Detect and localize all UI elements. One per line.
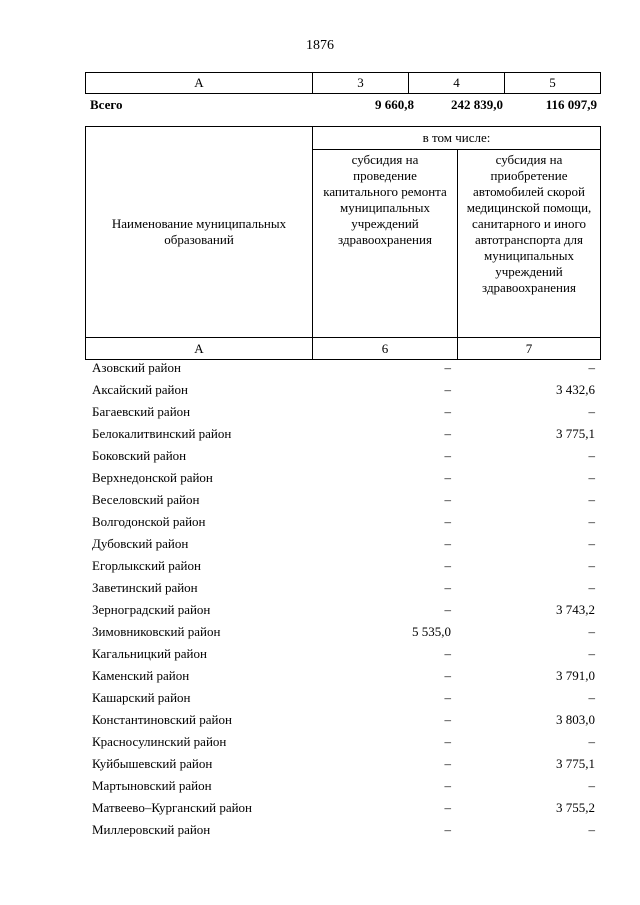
data-rows xyxy=(85,357,601,841)
district-name: Аксайский район xyxy=(92,382,188,397)
table-row xyxy=(85,379,601,401)
district-name: Миллеровский район xyxy=(92,822,211,837)
table-row xyxy=(85,401,601,423)
table-row xyxy=(85,797,601,819)
total-col-5: 116 097,9 xyxy=(545,97,597,112)
district-name: Белокалитвинский район xyxy=(92,426,232,441)
col-7-value: – xyxy=(588,536,595,551)
col-6-value: – xyxy=(444,668,451,683)
col-6-value: – xyxy=(444,536,451,551)
col-7-value: 3 775,1 xyxy=(556,426,595,441)
district-name: Боковский район xyxy=(92,448,187,463)
column-number-table xyxy=(85,72,601,94)
district-name: Азовский район xyxy=(92,360,181,375)
table-row xyxy=(85,423,601,445)
col-6-value: – xyxy=(444,514,451,529)
header-table xyxy=(85,126,601,360)
col-6-value: – xyxy=(444,558,451,573)
table-row xyxy=(85,643,601,665)
col-6-value: – xyxy=(444,492,451,507)
col-6-value: – xyxy=(444,712,451,727)
col-7-value: – xyxy=(588,448,595,463)
col-6-value: – xyxy=(444,360,451,375)
col-7-value: – xyxy=(588,558,595,573)
col-7-value: 3 803,0 xyxy=(556,712,595,727)
table-row xyxy=(85,445,601,467)
district-name: Красносулинский район xyxy=(92,734,227,749)
col-6-value: – xyxy=(444,404,451,419)
district-name: Каменский район xyxy=(92,668,190,683)
total-row xyxy=(85,95,601,115)
col-6-value: – xyxy=(444,822,451,837)
district-name: Кашарский район xyxy=(92,690,191,705)
num-6-cell: 6 xyxy=(313,338,458,360)
table-row xyxy=(85,621,601,643)
col-7-title-cell xyxy=(458,150,601,338)
col-7-value: – xyxy=(588,690,595,705)
district-name: Волгодонской район xyxy=(92,514,206,529)
letter-a-cell: А xyxy=(86,338,313,360)
col-7-value: – xyxy=(588,624,595,639)
col-7-value: – xyxy=(588,514,595,529)
col-7-value: – xyxy=(588,734,595,749)
district-name: Константиновский район xyxy=(92,712,232,727)
col-6-value: – xyxy=(444,426,451,441)
table-row xyxy=(85,467,601,489)
district-name: Мартыновский район xyxy=(92,778,212,793)
table-row xyxy=(85,533,601,555)
col-7-value: 3 743,2 xyxy=(556,602,595,617)
district-name: Куйбышевский район xyxy=(92,756,213,771)
table-row xyxy=(85,555,601,577)
district-name: Кагальницкий район xyxy=(92,646,207,661)
col-6-value: – xyxy=(444,382,451,397)
district-name: Зерноградский район xyxy=(92,602,211,617)
table-row xyxy=(85,753,601,775)
num-7-cell: 7 xyxy=(458,338,601,360)
table-row xyxy=(85,775,601,797)
table-row xyxy=(85,731,601,753)
col-7-value: 3 432,6 xyxy=(556,382,595,397)
col-6-value: – xyxy=(444,602,451,617)
table-row xyxy=(85,599,601,621)
table-row xyxy=(85,709,601,731)
table-row xyxy=(85,665,601,687)
district-name: Дубовский район xyxy=(92,536,189,551)
col-7-value: 3 791,0 xyxy=(556,668,595,683)
col-6-title: субсидия на проведение капитального ремонта муниципальных учреждений здравоохранения xyxy=(323,152,447,247)
col-7-title: субсидия на приобретение автомобилей скорой медицинской помощи, санитарного и иного автотранспорта для муниципальных учреждений здравоохранения xyxy=(466,152,592,295)
col-6-title-cell xyxy=(313,150,458,338)
col-4-header: 4 xyxy=(409,73,505,94)
table-row xyxy=(85,357,601,379)
in-total-header: в том числе: xyxy=(313,127,601,150)
col-7-value: – xyxy=(588,646,595,661)
col-6-value: – xyxy=(444,800,451,815)
district-name: Заветинский район xyxy=(92,580,198,595)
col-5-header: 5 xyxy=(505,73,601,94)
district-name: Егорлыкский район xyxy=(92,558,201,573)
table-row xyxy=(85,577,601,599)
total-col-3: 9 660,8 xyxy=(375,97,414,112)
col-6-value: – xyxy=(444,470,451,485)
col-6-value: – xyxy=(444,646,451,661)
table-row xyxy=(85,511,601,533)
district-name: Багаевский район xyxy=(92,404,191,419)
col-6-value: – xyxy=(444,778,451,793)
col-7-value: – xyxy=(588,470,595,485)
col-7-value: – xyxy=(588,360,595,375)
col-6-value: – xyxy=(444,734,451,749)
district-name: Веселовский район xyxy=(92,492,200,507)
col-6-value: 5 535,0 xyxy=(412,624,451,639)
district-name: Верхнедонской район xyxy=(92,470,213,485)
col-6-value: – xyxy=(444,448,451,463)
col-7-value: 3 755,2 xyxy=(556,800,595,815)
district-name: Зимовниковский район xyxy=(92,624,221,639)
name-column-title: Наименование муниципальных образований xyxy=(111,216,287,247)
col-7-value: 3 775,1 xyxy=(556,756,595,771)
col-7-value: – xyxy=(588,492,595,507)
col-6-value: – xyxy=(444,580,451,595)
col-7-value: – xyxy=(588,778,595,793)
table-row xyxy=(85,687,601,709)
total-col-4: 242 839,0 xyxy=(451,97,503,112)
name-column-header xyxy=(86,127,313,338)
col-3-header: 3 xyxy=(313,73,409,94)
col-7-value: – xyxy=(588,822,595,837)
col-7-value: – xyxy=(588,404,595,419)
col-6-value: – xyxy=(444,756,451,771)
page-number: 1876 xyxy=(306,38,334,53)
table-row xyxy=(85,489,601,511)
district-name: Матвеево–Курганский район xyxy=(92,800,253,815)
total-label: Всего xyxy=(90,97,123,112)
table-row xyxy=(85,819,601,841)
col-a-header: А xyxy=(86,73,313,94)
col-6-value: – xyxy=(444,690,451,705)
col-7-value: – xyxy=(588,580,595,595)
